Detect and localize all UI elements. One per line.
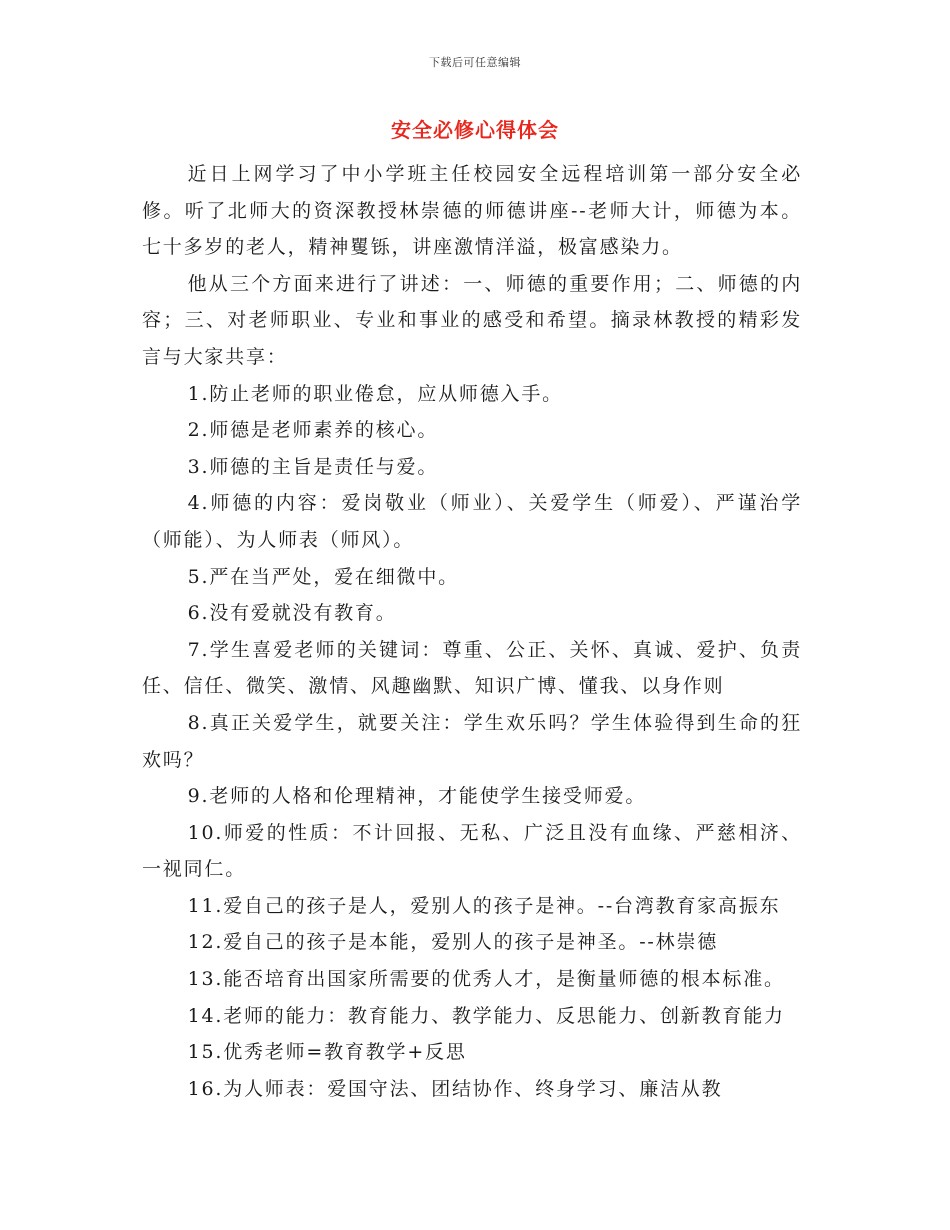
list-item-5: 5.严在当严处，爱在细微中。 [187, 565, 459, 588]
list-item-6: 6.没有爱就没有教育。 [187, 602, 397, 625]
list-item-4: 4.师德的内容：爱岗敬业（师业）、关爱学生（师爱）、严谨治学（师能）、为人师表（师风）。 [142, 492, 802, 551]
paragraph-overview: 他从三个方面来进行了讲述：一、师德的重要作用；二、师德的内容；三、对老师职业、专业和事业的感受和希望。摘录林教授的精彩发言与大家共享： [142, 272, 802, 368]
list-item-9: 9.老师的人格和伦理精神，才能使学生接受师爱。 [187, 785, 647, 808]
list-item-10: 10.师爱的性质：不计回报、无私、广泛且没有血缘、严慈相济、一视同仁。 [142, 821, 802, 881]
list-item-13: 13.能否培育出国家所需要的优秀人才，是衡量师德的根本标准。 [187, 968, 785, 991]
header-note: 下载后可任意编辑 [429, 56, 521, 69]
list-item-12: 12.爱自己的孩子是本能，爱别人的孩子是神圣。--林崇德 [187, 931, 719, 954]
list-item-15: 15.优秀老师=教育教学+反思 [187, 1041, 467, 1064]
list-item-3: 3.师德的主旨是责任与爱。 [187, 455, 439, 478]
list-item-11: 11.爱自己的孩子是人，爱别人的孩子是神。--台湾教育家高振东 [187, 894, 781, 917]
list-item-7: 7.学生喜爱老师的关键词：尊重、公正、关怀、真诚、爱护、负责任、信任、微笑、激情、风趣幽默、知识广博、懂我、以身作则 [142, 638, 802, 698]
list-item-1: 1.防止老师的职业倦怠，应从师德入手。 [187, 382, 563, 405]
list-item-2: 2.师德是老师素养的核心。 [187, 419, 439, 442]
paragraph-intro: 近日上网学习了中小学班主任校园安全远程培训第一部分安全必修。听了北师大的资深教授林崇德的师德讲座--老师大计，师德为本。七十多岁的老人，精神矍铄，讲座激情洋溢，极富感染力。 [142, 163, 802, 259]
list-item-8: 8.真正关爱学生，就要关注：学生欢乐吗？学生体验得到生命的狂欢吗？ [142, 711, 802, 771]
list-item-16: 16.为人师表：爱国守法、团结协作、终身学习、廉洁从教 [187, 1077, 723, 1100]
document-title: 安全必修心得体会 [391, 118, 559, 142]
document-body [142, 156, 802, 1107]
list-item-14: 14.老师的能力：教育能力、教学能力、反思能力、创新教育能力 [187, 1004, 785, 1027]
